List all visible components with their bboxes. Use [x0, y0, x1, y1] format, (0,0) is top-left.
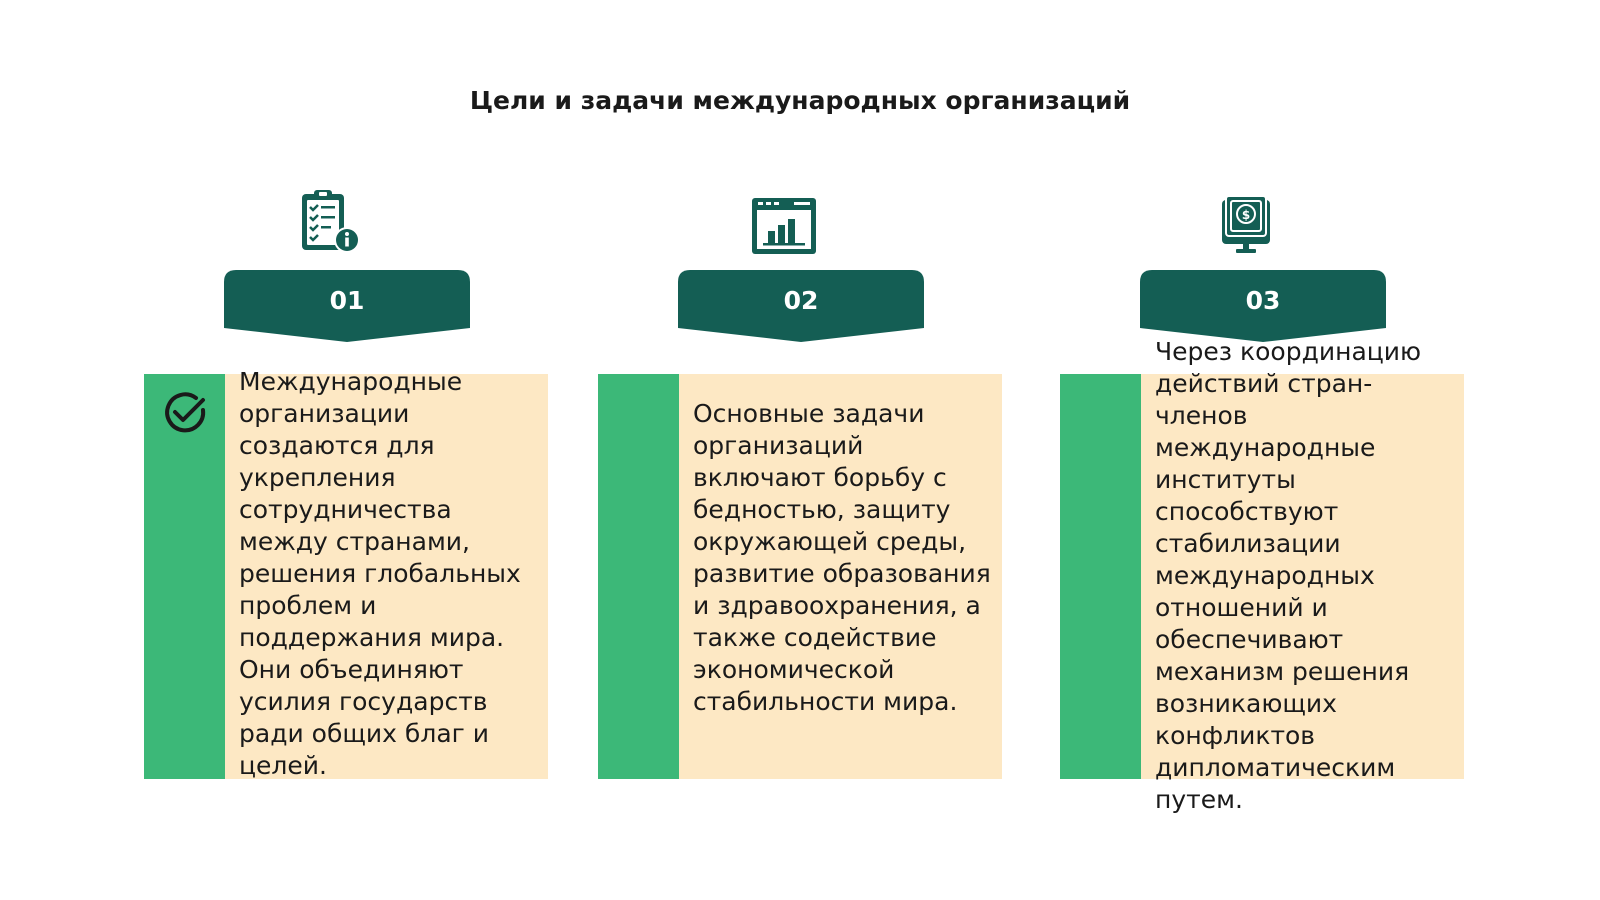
badge-number: 01: [329, 286, 365, 315]
card-text: Международные организации создаются для укрепления сотрудничества между странами, решения глобальных проблем и поддержания мира. Они объединяют усилия государств ради общих благ и целей.: [239, 367, 521, 780]
card-text: Основные задачи организаций включают борьбу с бедностью, защиту окружающей среды, развитие образования и здравоохранения, а также содействие экономической стабильности мира.: [693, 399, 991, 716]
column-01: [144, 0, 554, 900]
bar-chart-window-icon: [748, 188, 820, 260]
money-monitor-icon: [1210, 188, 1282, 260]
badge-01: [224, 270, 470, 342]
card-text: Через координацию действий стран-членов международные институты способствуют стабилизации международных отношений и обеспечивают механизм решения возникающих конфликтов дипломатическим путем.: [1155, 337, 1422, 814]
card-accent-bar: [598, 374, 679, 779]
svg-text:$: $: [1241, 208, 1251, 222]
badge-02: [678, 270, 924, 342]
badge-03: [1140, 270, 1386, 342]
badge-number: 03: [1245, 286, 1281, 315]
column-02: [598, 0, 1008, 900]
check-circle-icon: [160, 388, 210, 438]
card-accent-bar: [144, 374, 225, 779]
column-03: [1060, 0, 1470, 900]
badge-number: 02: [783, 286, 819, 315]
page-title: Цели и задачи международных организаций: [469, 86, 1131, 115]
card-accent-bar: [1060, 374, 1141, 779]
clipboard-checklist-info-icon: [294, 188, 366, 260]
